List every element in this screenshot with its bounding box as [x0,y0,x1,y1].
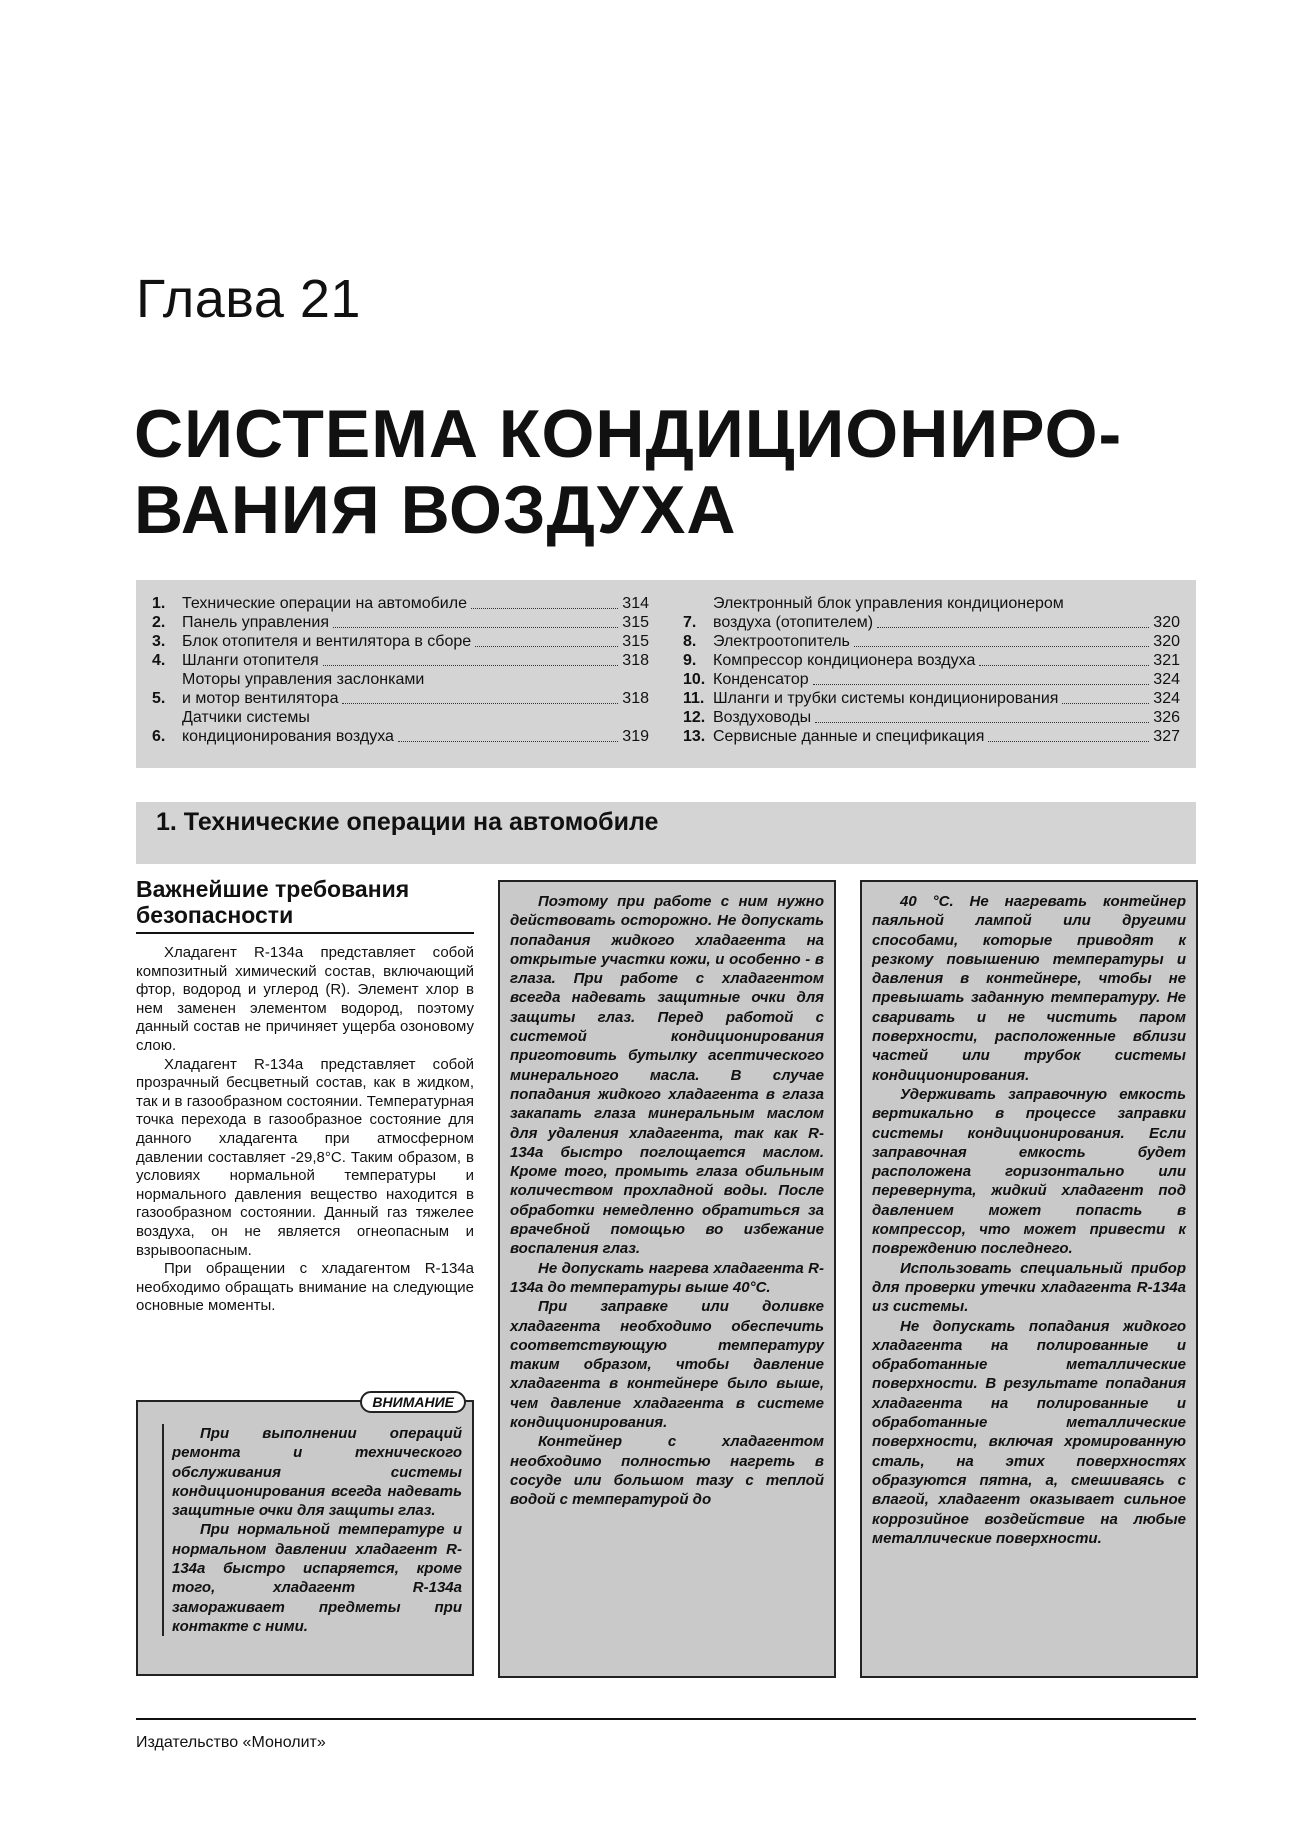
paragraph: Поэтому при работе с ним нужно действовать осторожно. Не допускать попадания жидкого хладагента на открытые участки кожи, и особенно - в глаза. При работе с хладагентом всегда надевать защитные очки для защиты глаз. Перед работой с системой кондиционирования приготовить бутылку асептического минерального масла. В случае попадания жидкого хладагента в глаза закапать глаза минеральным маслом для удаления хладагента, так как R-134a быстро поглощается маслом. Кроме того, промыть глаза обильным количеством прохладной воды. После обработки немедленно обратиться за врачебной помощью во избежание воспаления глаз. [510,893,824,1258]
toc-page-number: 319 [622,728,649,745]
toc-leader-dots [333,627,618,628]
toc-leader-dots [988,741,1149,742]
toc-item-label: Блок отопителя и вентилятора в сборе [182,633,472,650]
toc-page-number: 324 [1153,671,1180,688]
paragraph: При заправке или доливке хладагента необходимо обеспечить соответствующую температуру таким образом, чтобы давление хладагента в контейнере было выше, чем давление хладагента в системе кондиционирования. [510,1298,824,1432]
toc-item [152,651,649,670]
toc-item [683,670,1180,689]
toc-item-label: Шланги и трубки системы кондиционирования [713,690,1059,707]
toc-item-number: 1. [152,595,166,612]
footer-publisher: Издательство «Монолит» [136,1734,326,1751]
toc-item [152,708,649,746]
toc-page-number: 315 [622,614,649,631]
toc-item-label: Технические операции на автомобиле [182,595,467,612]
toc-page-number: 324 [1153,690,1180,707]
toc-item-number: 11. [683,690,705,707]
toc-leader-dots [815,722,1149,723]
toc-page-number: 327 [1153,728,1180,745]
toc-item-label: Моторы управления заслонками [182,671,425,688]
toc-item [683,651,1180,670]
toc-item-number: 4. [152,652,166,669]
paragraph: Удерживать заправочную емкость вертикально в процессе заправки системы кондиционирования. Если заправочная емкость будет расположена горизонтально или перевернута, жидкий хладагент под давлением может попасть в компрессор, что может привести к повреждению последнего. [872,1085,1186,1258]
toc-item [152,632,649,651]
toc-item-number: 12. [683,709,706,726]
toc-leader-dots [1062,703,1149,704]
warning-note-body [162,1424,462,1636]
toc-item [683,632,1180,651]
toc-leader-dots [854,646,1149,647]
toc-item-label: Воздуховоды [713,709,812,726]
text-column-3 [860,880,1198,1678]
toc-item-label: воздуха (отопителем) [713,614,874,631]
toc-item-label: Панель управления [182,614,329,631]
toc-leader-dots [877,627,1149,628]
toc-item-label: Компрессор кондиционера воздуха [713,652,976,669]
toc-item [152,594,649,613]
chapter-title: СИСТЕМА КОНДИЦИОНИРО-ВАНИЯ ВОЗДУХА [134,396,1123,548]
toc-page-number: 315 [622,633,649,650]
warning-paragraph: При выполнении операций ремонта и технического обслуживания системы кондиционирования всегда надевать защитные очки для защиты глаз. [172,1425,462,1520]
paragraph: Контейнер с хладагентом необходимо полностью нагреть в сосуде или большом тазу с теплой водой с температурой до [510,1433,824,1509]
toc-leader-dots [342,703,618,704]
toc-leader-dots [979,665,1149,666]
toc-leader-dots [813,684,1150,685]
toc-page-number: 318 [622,652,649,669]
toc-item-number: 13. [683,728,706,745]
warning-badge: ВНИМАНИЕ [360,1391,466,1413]
paragraph: При обращении с хладагентом R-134a необходимо обращать внимание на следующие основные моменты. [136,1260,474,1315]
toc-item-label: кондиционирования воздуха [182,728,394,745]
paragraph: Хладагент R-134a представляет собой прозрачный бесцветный состав, как в жидком, так и в газообразном состоянии. Температурная точка перехода в газообразное состояние для данного хладагента при атмосферном давлении составляет -29,8°С. Таким образом, в условиях нормальной температуры и нормального давления вещество находится в газообразном состоянии. Данный газ тяжелее воздуха, он не является огнеопасным и взрывоопасным. [136,1055,474,1259]
toc-leader-dots [398,741,618,742]
text-column-2 [498,880,836,1678]
toc-leader-dots [323,665,619,666]
footer-divider [136,1718,1196,1720]
toc-item-label: Сервисные данные и спецификация [713,728,985,745]
toc-item [683,708,1180,727]
toc-item-number: 3. [152,633,166,650]
paragraph: 40 °С. Не нагревать контейнер паяльной лампой или другими способами, которые приводят к резкому повышению температуры и давления в контейнере, чтобы не превышать заданную температуру. Не сваривать и не чистить паром поверхности, расположенные вблизи частей или трубок системы кондиционирования. [872,893,1186,1084]
paragraph: Не допускать попадания жидкого хладагента на полированные и обработанные металлические поверхности. В результате попадания хладагента на полированные и обработанные металлические поверхности, включая хромированную сталь, на этих поверхностях образуются пятна, а, смешиваясь с влагой, хладагент оказывает сильное коррозийное воздействие на любые металлические поверхности. [872,1317,1186,1547]
chapter-label: Глава 21 [136,269,361,329]
paragraph: Хладагент R-134a представляет собой композитный химический состав, включающий фтор, водород и углерод (R). Элемент хлор в нем заменен элементом водород, поэтому данный состав не причиняет ущерба озоновому слою. [136,944,474,1054]
text-column-1 [136,876,474,1316]
toc-item [683,689,1180,708]
subsection-title: Важнейшие требования безопасности [136,876,474,934]
toc-item-label: Конденсатор [713,671,809,688]
toc-leader-dots [475,646,618,647]
toc-item-number: 10. [683,671,706,688]
toc-item-label: и мотор вентилятора [182,690,339,707]
toc-page-number: 318 [622,690,649,707]
toc-item-number: 2. [152,614,166,631]
toc-page-number: 314 [622,595,649,612]
toc-item [152,670,649,708]
paragraph: Не допускать нагрева хладагента R-134a до температуры выше 40°С. [510,1259,824,1296]
toc-page-number: 326 [1153,709,1180,726]
toc-column-right [683,594,1180,768]
toc-item [683,594,1180,632]
warning-paragraph: При нормальной температуре и нормальном давлении хладагент R-134a быстро испаряется, кроме того, хладагент R-134a замораживает предметы при контакте с ними. [172,1521,462,1635]
toc-item-label: Датчики системы [182,709,310,726]
toc-item [152,613,649,632]
toc-page-number: 320 [1153,614,1180,631]
warning-note [136,1394,474,1676]
toc-item [683,727,1180,746]
toc-page-number: 320 [1153,633,1180,650]
paragraph: Использовать специальный прибор для проверки утечки хладагента R-134a из системы. [872,1259,1186,1316]
toc-item-label: Электроотопитель [713,633,850,650]
toc-item-label: Шланги отопителя [182,652,319,669]
table-of-contents [136,580,1196,768]
toc-item-label: Электронный блок управления кондиционером [713,595,1064,612]
section-header: 1. Технические операции на автомобиле [136,802,1196,864]
toc-leader-dots [471,608,618,609]
toc-item-number: 8. [683,633,697,650]
toc-item-number: 6. [152,728,166,745]
toc-page-number: 321 [1153,652,1180,669]
toc-item-number: 5. [152,690,166,707]
toc-column-left [152,594,649,768]
toc-item-number: 9. [683,652,697,669]
toc-item-number: 7. [683,614,697,631]
